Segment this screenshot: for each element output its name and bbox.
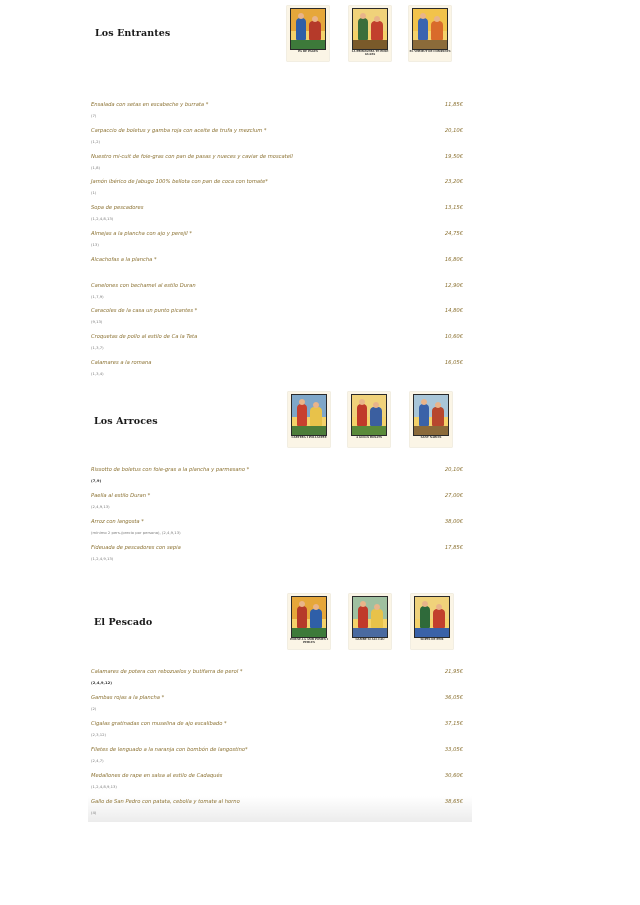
- allergen-codes: (mínimo 2 pers./precio por persona), (2,4,9,13): [91, 530, 181, 535]
- art-figure: [433, 609, 445, 628]
- menu-list: [91, 467, 473, 571]
- allergen-codes: (2,3,12): [91, 732, 107, 737]
- dish-name: Paella al estilo Duran *: [91, 493, 151, 499]
- art-figure: [420, 606, 430, 628]
- art-head: [360, 13, 366, 19]
- menu-item: [91, 545, 473, 571]
- illustration-tile: [349, 6, 391, 61]
- dish-name: Filetes de lenguado a la naranja con bombón de langostino*: [91, 747, 248, 753]
- illustration-art: [412, 8, 448, 50]
- dish-price: 20,10€: [444, 127, 463, 134]
- menu-item: [91, 128, 473, 154]
- dish-price: 21,95€: [444, 669, 463, 675]
- dish-price: 17,85€: [444, 545, 463, 551]
- art-head: [298, 13, 304, 19]
- art-head: [373, 402, 379, 408]
- art-ground: [414, 426, 448, 435]
- dish-price: 16,80€: [444, 256, 463, 263]
- allergen-codes: (2,4,7): [91, 758, 104, 763]
- art-head: [299, 601, 305, 607]
- illustration-caption: GAMBE SI ALL CAU: [355, 638, 385, 641]
- art-head: [374, 16, 380, 22]
- art-figure: [358, 18, 368, 40]
- dish-name: Gallo de San Pedro con patata, cebolla y tomate al horno: [91, 799, 240, 805]
- art-head: [299, 399, 305, 405]
- dish-price: 37,15€: [444, 721, 463, 727]
- dish-price: 16,05€: [444, 359, 463, 366]
- art-ground: [413, 40, 447, 49]
- art-figure: [310, 609, 322, 628]
- art-figure: [431, 21, 443, 40]
- menu-item: [91, 360, 473, 386]
- art-figure: [358, 606, 368, 628]
- allergen-codes: (13): [91, 241, 99, 247]
- menu-item: [91, 154, 473, 180]
- art-ground: [353, 40, 387, 49]
- dish-price: 30,60€: [444, 773, 463, 779]
- art-figure: [310, 407, 322, 426]
- art-figure: [432, 407, 444, 426]
- dish-name: Calamares a la romana: [91, 359, 152, 366]
- illustration-tile: [349, 594, 391, 649]
- dish-price: 13,15€: [444, 205, 463, 212]
- art-ground: [353, 628, 387, 637]
- art-ground: [292, 628, 326, 637]
- art-head: [312, 16, 318, 22]
- art-figure: [357, 404, 367, 426]
- allergen-codes: (2,4,9,13): [91, 504, 110, 509]
- allergen-codes: (2,4,9,12): [91, 680, 113, 685]
- menu-item: [91, 283, 473, 309]
- allergen-codes: (9,13): [91, 319, 103, 325]
- illustration-art: [414, 596, 450, 638]
- dish-price: 10,60€: [444, 334, 463, 341]
- dish-name: Jamón ibérico de Jabugo 100% bellota con pan de coca con tomate*: [91, 179, 268, 186]
- art-figure: [297, 606, 307, 628]
- dish-price: 36,05€: [444, 695, 463, 701]
- allergen-codes: (1,3,7): [91, 345, 104, 351]
- dish-name: Cigalas gratinadas con muselina de ajo escalibado *: [91, 721, 227, 727]
- art-head: [421, 399, 427, 405]
- menu-item: [91, 519, 473, 545]
- dish-name: Gambas rojas a la plancha *: [91, 695, 165, 701]
- allergen-codes: (1,2,4,8,13): [91, 216, 114, 222]
- art-ground: [352, 426, 386, 435]
- dish-price: 38,00€: [444, 519, 463, 525]
- menu-item: [91, 695, 473, 721]
- menu-item: [91, 257, 473, 283]
- art-figure: [296, 18, 306, 40]
- illustration-tile: [348, 392, 390, 447]
- art-ground: [291, 40, 325, 49]
- illustration-caption: CARTERA I POLLASTRE: [291, 436, 327, 439]
- dish-price: 12,90€: [444, 282, 463, 289]
- menu-item: [91, 799, 473, 825]
- illustration-art: [290, 8, 326, 50]
- dish-price: 14,80€: [444, 308, 463, 315]
- art-head: [374, 604, 380, 610]
- illustration-art: [413, 394, 449, 436]
- dish-price: 27,00€: [444, 493, 463, 499]
- illustration-tile: [288, 594, 330, 649]
- illustration-tile: [409, 6, 451, 61]
- allergen-codes: (4): [91, 810, 97, 815]
- illustration-art: [351, 394, 387, 436]
- dish-name: Almejas a la plancha con ajo y perejil *: [91, 230, 192, 237]
- allergen-codes: (7): [91, 113, 97, 118]
- dish-name: Rissotto de boletus con foie-gras a la plancha y parmesano *: [91, 467, 250, 473]
- dish-name: Arroz con langosta *: [91, 519, 144, 525]
- dish-name: Alcachofas a la plancha *: [91, 256, 157, 263]
- art-figure: [370, 407, 382, 426]
- art-figure: [371, 609, 383, 628]
- menu-list: [91, 102, 473, 386]
- dish-name: Medallones de rape en salsa al estilo de Cadaqués: [91, 773, 223, 779]
- menu-item: [91, 493, 473, 519]
- dish-name: Carpaccio de boletus y gamba roja con aceite de trufa y mezclum *: [91, 127, 267, 134]
- dish-name: Caracoles de la casa un punto picantes *: [91, 308, 198, 315]
- art-head: [422, 601, 428, 607]
- dish-price: 23,20€: [444, 179, 463, 186]
- allergen-codes: (1,7,9): [91, 293, 104, 299]
- dish-price: 11,85€: [444, 102, 463, 108]
- art-ground: [415, 628, 449, 637]
- menu-item: [91, 467, 473, 493]
- illustration-caption: A GOLLS ROSATS: [356, 436, 382, 439]
- art-head: [436, 604, 442, 610]
- art-head: [420, 13, 426, 19]
- illustration-tile: [288, 392, 330, 447]
- art-head: [434, 16, 440, 22]
- menu-list: [91, 669, 473, 825]
- art-figure: [297, 404, 307, 426]
- dish-price: 24,75€: [444, 230, 463, 237]
- illustration-tile: [410, 392, 452, 447]
- menu-item: [91, 721, 473, 747]
- illustration-art: [352, 596, 388, 638]
- menu-item: [91, 308, 473, 334]
- illustration-caption: HOUSE-LA AMB POMES I PEBLES: [290, 638, 328, 644]
- allergen-codes: (1): [91, 190, 97, 196]
- illustration-caption: SOPES DE PEIX: [420, 638, 444, 641]
- dish-name: Calamares de potera con rebozuelos y butifarra de perol *: [91, 669, 243, 675]
- illustration-caption: EL VERMUT DE COMPANYS: [409, 50, 451, 53]
- art-head: [360, 601, 366, 607]
- menu-item: [91, 205, 473, 231]
- dish-price: 20,10€: [444, 467, 463, 473]
- dish-price: 19,50€: [444, 153, 463, 160]
- illustration-tile: [287, 6, 329, 61]
- illustration-caption: PA DE PAGES: [298, 50, 318, 53]
- art-ground: [292, 426, 326, 435]
- menu-item: [91, 231, 473, 257]
- allergen-codes: (1,2,4,8,9,13): [91, 784, 117, 789]
- menu-item: [91, 179, 473, 205]
- allergen-codes: (7,9): [91, 478, 102, 483]
- art-figure: [419, 404, 429, 426]
- illustration-art: [291, 596, 327, 638]
- dish-name: Ensalada con setas en escabeche y burrata *: [91, 102, 209, 108]
- dish-price: 33,05€: [444, 747, 463, 753]
- menu-item: [91, 773, 473, 799]
- section-title: El Pescado: [94, 617, 153, 628]
- allergen-codes: (1,2,4,9,13): [91, 556, 114, 561]
- dish-name: Canelones con bechamel al estilo Duran: [91, 282, 196, 289]
- art-head: [313, 402, 319, 408]
- illustration-caption: LA PRIMAVERA TE POSE GUAPA: [351, 50, 389, 56]
- dish-name: Fideuada de pescadores con sepia: [91, 545, 181, 551]
- illustration-art: [291, 394, 327, 436]
- allergen-codes: (1,3,4): [91, 370, 104, 376]
- section-title: Los Entrantes: [95, 28, 171, 39]
- illustration-tile: [411, 594, 453, 649]
- art-head: [359, 399, 365, 405]
- menu-item: [91, 669, 473, 695]
- dish-name: Nuestro mi-cuit de foie-gras con pan de pasas y nueces y caviar de moscatell: [91, 153, 293, 160]
- art-figure: [371, 21, 383, 40]
- section-title: Los Arroces: [94, 416, 158, 427]
- dish-name: Croquetas de pollo al estilo de Ca la Teta: [91, 334, 198, 341]
- art-figure: [418, 18, 428, 40]
- illustration-art: [352, 8, 388, 50]
- allergen-codes: (2): [91, 706, 97, 711]
- menu-item: [91, 102, 473, 128]
- art-head: [435, 402, 441, 408]
- menu-item: [91, 334, 473, 360]
- allergen-codes: (1,8): [91, 164, 101, 170]
- dish-name: Sopa de pescadores: [91, 205, 144, 212]
- allergen-codes: (1,2): [91, 138, 101, 144]
- art-figure: [309, 21, 321, 40]
- illustration-caption: SANT NARCIS: [420, 436, 442, 439]
- menu-item: [91, 747, 473, 773]
- dish-price: 38,65€: [444, 799, 463, 805]
- art-head: [313, 604, 319, 610]
